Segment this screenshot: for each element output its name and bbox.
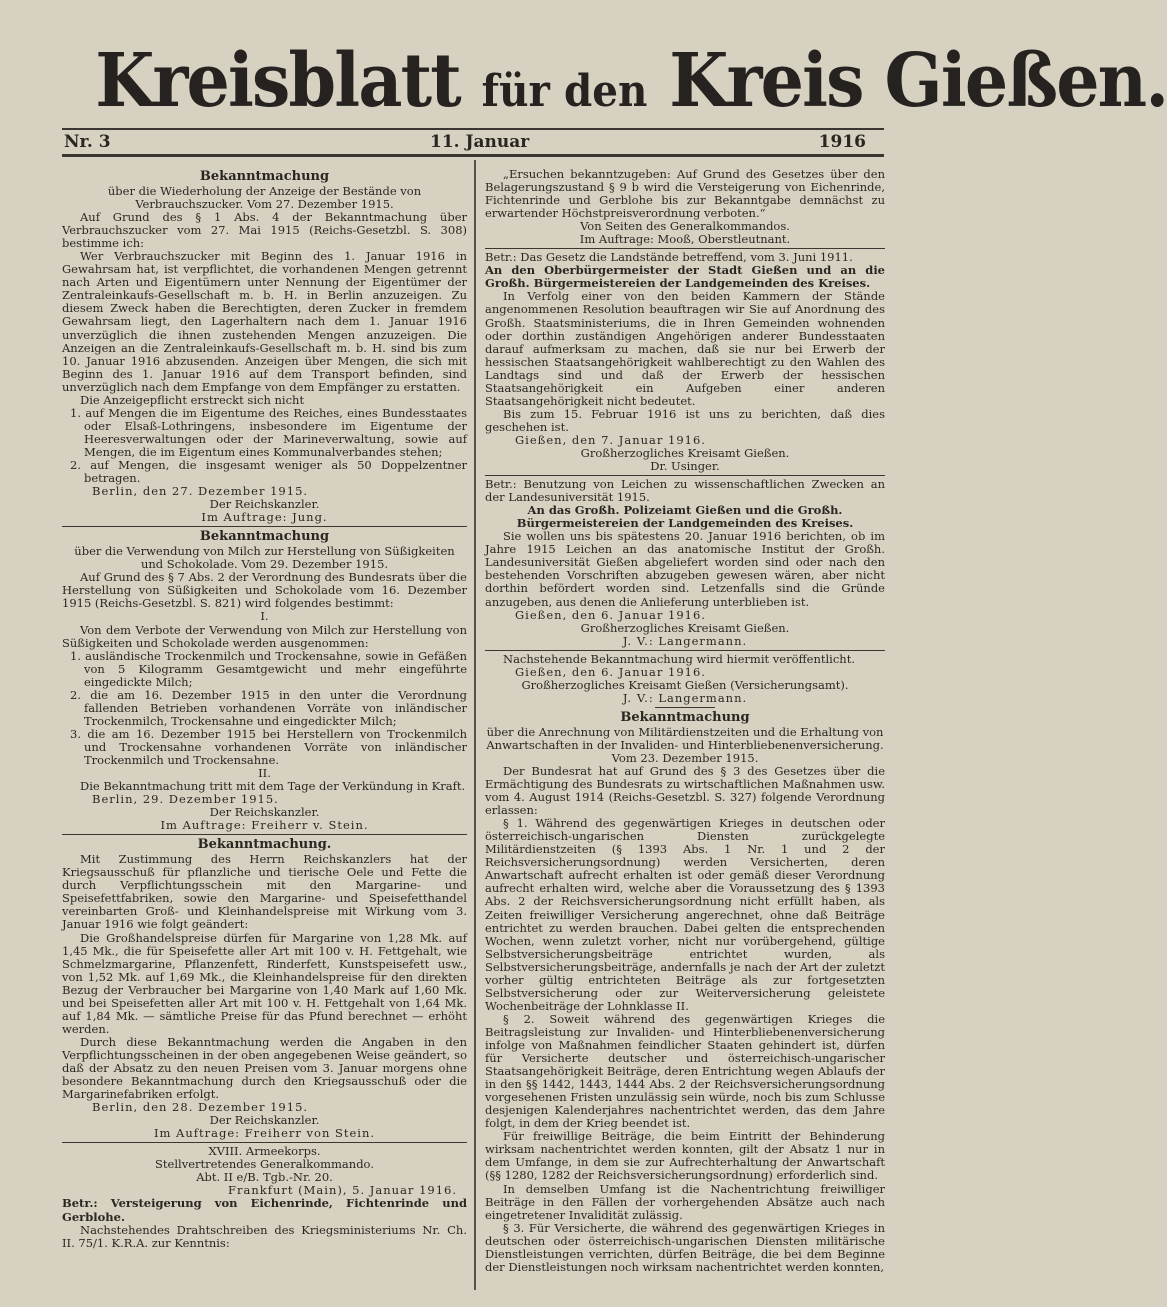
notice-signatory: Großherzogliches Kreisamt Gießen (Versicherungsamt). bbox=[521, 677, 849, 692]
notice-list-item: 1. ausländische Trockenmilch und Trockensahne, sowie in Gefäßen von 5 Kilogramm Gesamtgewicht und mehr eingeführte eingedickte Milch; bbox=[70, 648, 467, 689]
masthead-title-part2: für den bbox=[481, 66, 648, 117]
notice-signature: J. V.: Langermann. bbox=[622, 633, 748, 648]
notice-title: Bekanntmachung bbox=[620, 709, 750, 725]
notice-signature: Im Auftrage: Freiherr v. Stein. bbox=[160, 818, 369, 833]
notice-paragraph: Sie wollen uns bis spätestens 20. Januar 1916 berichten, ob im Jahre 1915 Leichen an das anatomische Institut der Großh. Landesuniversität Gießen abgeliefert worden sind oder nach den bestehenden Vorschriften abzugeben gewesen wären, aber nicht dorthin befördert worden sind. Letzenfalls sind die Gründe anzugeben, aus denen die Anlieferung unterblieben ist. bbox=[485, 529, 885, 609]
masthead-title-part3: Kreis Gießen. bbox=[669, 38, 1167, 124]
notice-place-date: Gießen, den 7. Januar 1916. bbox=[515, 432, 706, 447]
notice-header-line: Abt. II e/B. Tgb.-Nr. 20. bbox=[196, 1170, 333, 1185]
issue-number: Nr. 3 bbox=[64, 132, 111, 152]
notice-signatory: Von Seiten des Generalkommandos. bbox=[580, 219, 790, 234]
notice-place-date: Berlin, 29. Dezember 1915. bbox=[92, 792, 279, 807]
notice-paragraph: Mit Zustimmung des Herrn Reichskanzlers hat der Kriegsausschuß für pflanzliche und tierische Oele und Fette die durch Verpflichtungsschein mit den Margarine- und Speisefettfabriken, sowie den Margarine- und Speisefetthandel vereinbarten Groß- und Kleinhandelspreise mit Wirkung vom 3. Januar 1916 wie folgt geändert: bbox=[62, 852, 467, 932]
notice-paragraph: § 2. Soweit während des gegenwärtigen Krieges die Beitragsleistung zur Invaliden- und Hinterbliebenenversicherung infolge von Maßnahmen feindlicher Staaten gehindert ist, dürfen für Versicherte deutscher und österreichisch-ungarischer Staatsangehörigkeit Beiträge, deren Entrichtung wegen Ablaufs der in den §§ 1442, 1443, 1444 Abs. 2 der Reichsversicherungsordnung vorgesehenen Fristen unzulässig sein würde, noch bis zum Schlusse desjenigen Kalenderjahres nachentrichtet werden, das dem Jahre folgt, in dem der Krieg beendet ist. bbox=[485, 1011, 885, 1131]
section-rule bbox=[62, 526, 467, 527]
section-numeral: II. bbox=[258, 766, 271, 781]
section-rule bbox=[485, 475, 885, 476]
notice-title: Bekanntmachung bbox=[199, 529, 330, 545]
notice-paragraph: Wer Verbrauchszucker mit Beginn des 1. Januar 1916 in Gewahrsam hat, ist verpflichtet, die vorhandenen Mengen getrennt nach Arten und Eigentümern unter Nennung der Eigentümer der Zentraleinkaufs-Gesellschaft m. b. H. in Berlin anzuzeigen. Zu diesem Zweck haben die Berechtigten, deren Zucker in fremdem Gewahrsam liegt, den Lagerhaltern nach dem 1. Januar 1916 unverzüglich die ihnen zustehenden Mengen anzuzeigen. Die Anzeigen an die Zentraleinkaufs-Gesellschaft m. b. H. sind bis zum 10. Januar 1916 abzusenden. Anzeigen über Mengen, die sich mit Beginn des 1. Januar 1916 auf dem Transport befinden, sind unverzüglich nach dem Empfange von dem Empfänger zu erstatten. bbox=[62, 249, 467, 394]
notice-addressee: An das Großh. Polizeiamt Gießen und die Großh. Bürgermeistereien der Landgemeinden des Kreises. bbox=[516, 503, 854, 531]
notice-paragraph: Bis zum 15. Februar 1916 ist uns zu berichten, daß dies geschehen ist. bbox=[485, 406, 885, 434]
notice-addressee: An den Oberbürgermeister der Stadt Gießen und an die Großh. Bürgermeistereien der Landgemeinden des Kreises. bbox=[485, 263, 885, 291]
masthead-rule-top bbox=[62, 128, 884, 130]
notice-subject: Betr.: Benutzung von Leichen zu wissenschaftlichen Zwecken an der Landesuniversität 1915. bbox=[485, 477, 885, 505]
section-rule bbox=[62, 834, 467, 835]
masthead bbox=[95, 38, 1167, 124]
masthead-title-part1: Kreisblatt bbox=[95, 38, 460, 124]
notice-place-date: Berlin, den 28. Dezember 1915. bbox=[92, 1100, 309, 1115]
notice-paragraph: Auf Grund des § 1 Abs. 4 der Bekanntmachung über Verbrauchszucker vom 27. Mai 1915 (Reichs-Gesetzbl. S. 308) bestimme ich: bbox=[62, 210, 467, 251]
notice-paragraph: Von dem Verbote der Verwendung von Milch zur Herstellung von Süßigkeiten und Schokolade werden ausgenommen: bbox=[62, 622, 467, 650]
notice-signatory: Großherzogliches Kreisamt Gießen. bbox=[580, 445, 790, 460]
notice-signatory: Der Reichskanzler. bbox=[209, 805, 320, 820]
masthead-rule-bottom bbox=[62, 154, 884, 157]
notice-signature: Im Auftrage: Freiherr von Stein. bbox=[153, 1126, 376, 1141]
notice-place-date: Gießen, den 6. Januar 1916. bbox=[515, 664, 706, 679]
dateline bbox=[62, 132, 884, 154]
short-rule bbox=[655, 707, 715, 708]
notice-paragraph: In Verfolg einer von den beiden Kammern der Stände angenommenen Resolution beauftragen wir Sie auf Anordnung des Großh. Staatsministeriums, die in Ihren Gemeinden wohnenden oder dorthin zuständigen Angehörigen anderer Bundesstaaten darauf aufmerksam zu machen, daß sie nur bei Erwerb der hessischen Staatsangehörigkeit wahlberechtigt zu den Wahlen des Landtags sind und daß der Erwerb der hessischen Staatsangehörigkeit ein Aufgeben einer anderen Staatsangehörigkeit nicht bedeutet. bbox=[485, 289, 885, 408]
notice-subtitle: über die Wiederholung der Anzeige der Bestände von Verbrauchszucker. Vom 27. Dezember 1915. bbox=[107, 184, 422, 212]
section-rule bbox=[485, 650, 885, 651]
notice-paragraph: „Ersuchen bekanntzugeben: Auf Grund des Gesetzes über den Belagerungszustand § 9 b wird die Versteigerung von Eichenrinde, Fichtenrinde und Gerblohe bis zur Bekanntgabe demnächst zu erwartender Höchstpreisverordnung verboten.“ bbox=[485, 167, 885, 221]
notice-paragraph: Die Großhandelspreise dürfen für Margarine von 1,28 Mk. auf 1,45 Mk., die für Speisefette aller Art mit 100 v. H. Fettgehalt, wie Schmelzmargarine, Pflanzenfett, Rinderfett, Kunstspeisefett usw., von 1,52 Mk. auf 1,69 Mk., die Kleinhandelspreise für den direkten Bezug der Verbraucher bei Margarine von 1,40 Mark auf 1,60 Mk. und bei Speisefetten aller Art mit 100 v. H. Fettgehalt von 1,64 Mk. auf 1,84 Mk. — sämtliche Preise für das Pfund berechnet — erhöht werden. bbox=[62, 930, 467, 1036]
issue-year: 1916 bbox=[818, 132, 866, 152]
notice-paragraph: Nachstehende Bekanntmachung wird hiermit veröffentlicht. bbox=[503, 651, 855, 666]
column-right bbox=[485, 168, 885, 1288]
notice-signatory: Der Reichskanzler. bbox=[209, 497, 320, 512]
column-left bbox=[62, 168, 467, 1288]
notice-paragraph: Die Bekanntmachung tritt mit dem Tage der Verkündung in Kraft. bbox=[80, 779, 466, 794]
notice-signature: Dr. Usinger. bbox=[650, 459, 720, 474]
notice-list-item: 3. die am 16. Dezember 1915 bei Herstellern von Trockenmilch und Trockensahne vorhandenen Vorräte von inländischer Trockenmilch und Trockensahne. bbox=[70, 726, 467, 767]
section-rule bbox=[485, 248, 885, 249]
notice-subtitle: über die Anrechnung von Militärdienstzeiten und die Erhaltung von Anwartschaften in der Invaliden- und Hinterbliebenenversicherung. Vom 23. Dezember 1915. bbox=[486, 724, 884, 765]
issue-date: 11. Januar bbox=[430, 132, 530, 152]
notice-signature: Im Auftrage: Mooß, Oberstleutnant. bbox=[579, 232, 791, 247]
notice-title: Bekanntmachung. bbox=[197, 837, 332, 853]
notice-signatory: Großherzogliches Kreisamt Gießen. bbox=[580, 620, 790, 635]
section-rule bbox=[62, 1142, 467, 1143]
section-numeral: I. bbox=[260, 609, 269, 624]
notice-place-date: Gießen, den 6. Januar 1916. bbox=[515, 607, 706, 622]
notice-paragraph: Durch diese Bekanntmachung werden die Angaben in den Verpflichtungsscheinen in der oben angegebenen Weise geändert, so daß der Absatz zu den neuen Preisen vom 3. Januar morgens ohne besondere Bekanntmachung durch den Kriegsausschuß oder die Margarinefabriken erfolgt. bbox=[62, 1034, 467, 1102]
notice-subject: Betr.: Versteigerung von Eichenrinde, Fichtenrinde und Gerblohe. bbox=[62, 1196, 467, 1224]
notice-place-date: Frankfurt (Main), 5. Januar 1916. bbox=[228, 1183, 457, 1198]
notice-header-line: Stellvertretendes Generalkommando. bbox=[155, 1157, 374, 1172]
notice-paragraph: § 1. Während des gegenwärtigen Krieges in deutschen oder österreichisch-ungarischen Diensten zurückgelegte Militärdienstzeiten (§ 1393 Abs. 1 Nr. 1 und 2 der Reichsversicherungsordnung) werden Versicherten, deren Anwartschaft aufrecht erhalten ist oder gemäß dieser Verordnung aufrecht erhalten wird, welche aber die Voraussetzung des § 1393 Abs. 2 der Reichsversicherungsordnung nicht erfüllt haben, als Zeiten freiwilliger Versicherung angerechnet, ohne daß Beiträge entrichtet zu werden brauchen. Dabei gelten die entsprechenden Wochen, wenn zuletzt vorher, nicht nur vorübergehend, gültige Selbstversicherungsbeiträge entrichtet wurden, als Selbstversicherungsbeiträge, andernfalls je nach der Art der zuletzt vorher gültig entrichteten Beiträge als zur fortgesetzten Selbstversicherung oder zur Weiterversicherung geleistete Wochenbeiträge der Lohnklasse II. bbox=[485, 816, 885, 1013]
notice-subject: Betr.: Das Gesetz die Landstände betreffend, vom 3. Juni 1911. bbox=[485, 250, 853, 265]
notice-signature: Im Auftrage: Jung. bbox=[201, 510, 328, 525]
notice-paragraph: Die Anzeigepflicht erstreckt sich nicht bbox=[80, 392, 305, 407]
notice-paragraph: Auf Grund des § 7 Abs. 2 der Verordnung des Bundesrats über die Herstellung von Süßigkeiten und Schokolade vom 16. Dezember 1915 (Reichs-Gesetzbl. S. 821) wird folgendes bestimmt: bbox=[62, 570, 467, 611]
notice-signatory: Der Reichskanzler. bbox=[209, 1113, 320, 1128]
notice-paragraph: Nachstehendes Drahtschreiben des Kriegsministeriums Nr. Ch. II. 75/1. K.R.A. zur Kenntnis: bbox=[62, 1222, 467, 1250]
notice-subtitle: über die Verwendung von Milch zur Herstellung von Süßigkeiten und Schokolade. Vom 29. Dezember 1915. bbox=[74, 544, 455, 572]
notice-list-item: 1. auf Mengen die im Eigentume des Reiches, eines Bundesstaates oder Elsaß-Lothringens, insbesondere im Eigentume der Heeresverwaltungen oder der Marineverwaltung, sowie auf Mengen, die im Eigentum eines Kommunalverbandes stehen; bbox=[70, 405, 467, 459]
notice-header-line: XVIII. Armeekorps. bbox=[208, 1144, 321, 1159]
notice-list-item: 2. die am 16. Dezember 1915 in den unter die Verordnung fallenden Betrieben vorhandenen Vorräte von inländischer Trockenmilch, Trockensahne und eingedickter Milch; bbox=[70, 687, 467, 728]
notice-paragraph: In demselben Umfang ist die Nachentrichtung freiwilliger Beiträge in den Fällen der vorhergehenden Absätze auch nach eingetretener Invalidität zulässig. bbox=[485, 1181, 885, 1222]
notice-title: Bekanntmachung bbox=[199, 169, 330, 184]
notice-signature: J. V.: Langermann. bbox=[622, 690, 748, 705]
notice-paragraph: Für freiwillige Beiträge, die beim Eintritt der Behinderung wirksam nachentrichtet werden konnten, gilt der Absatz 1 nur in dem Umfange, in dem sie zur Aufrechterhaltung der Anwartschaft (§§ 1280, 1282 der Reichsversicherungsordnung) erforderlich sind. bbox=[485, 1129, 885, 1183]
notice-list-item: 2. auf Mengen, die insgesamt weniger als 50 Doppelzentner betragen. bbox=[70, 457, 467, 486]
column-divider bbox=[474, 160, 476, 1290]
notice-paragraph: § 3. Für Versicherte, die während des gegenwärtigen Krieges in deutschen oder österreichisch-ungarischen Diensten militärische Dienstleistungen verrichten, dürfen Beiträge, die bei dem Beginne der Dienstleistungen noch wirksam nachentrichtet werden konnten, bbox=[485, 1220, 885, 1274]
notice-place-date: Berlin, den 27. Dezember 1915. bbox=[92, 484, 309, 499]
notice-paragraph: Der Bundesrat hat auf Grund des § 3 des Gesetzes über die Ermächtigung des Bundesrats zu wirtschaftlichen Maßnahmen usw. vom 4. August 1914 (Reichs-Gesetzbl. S. 327) folgende Verordnung erlassen: bbox=[485, 764, 885, 818]
